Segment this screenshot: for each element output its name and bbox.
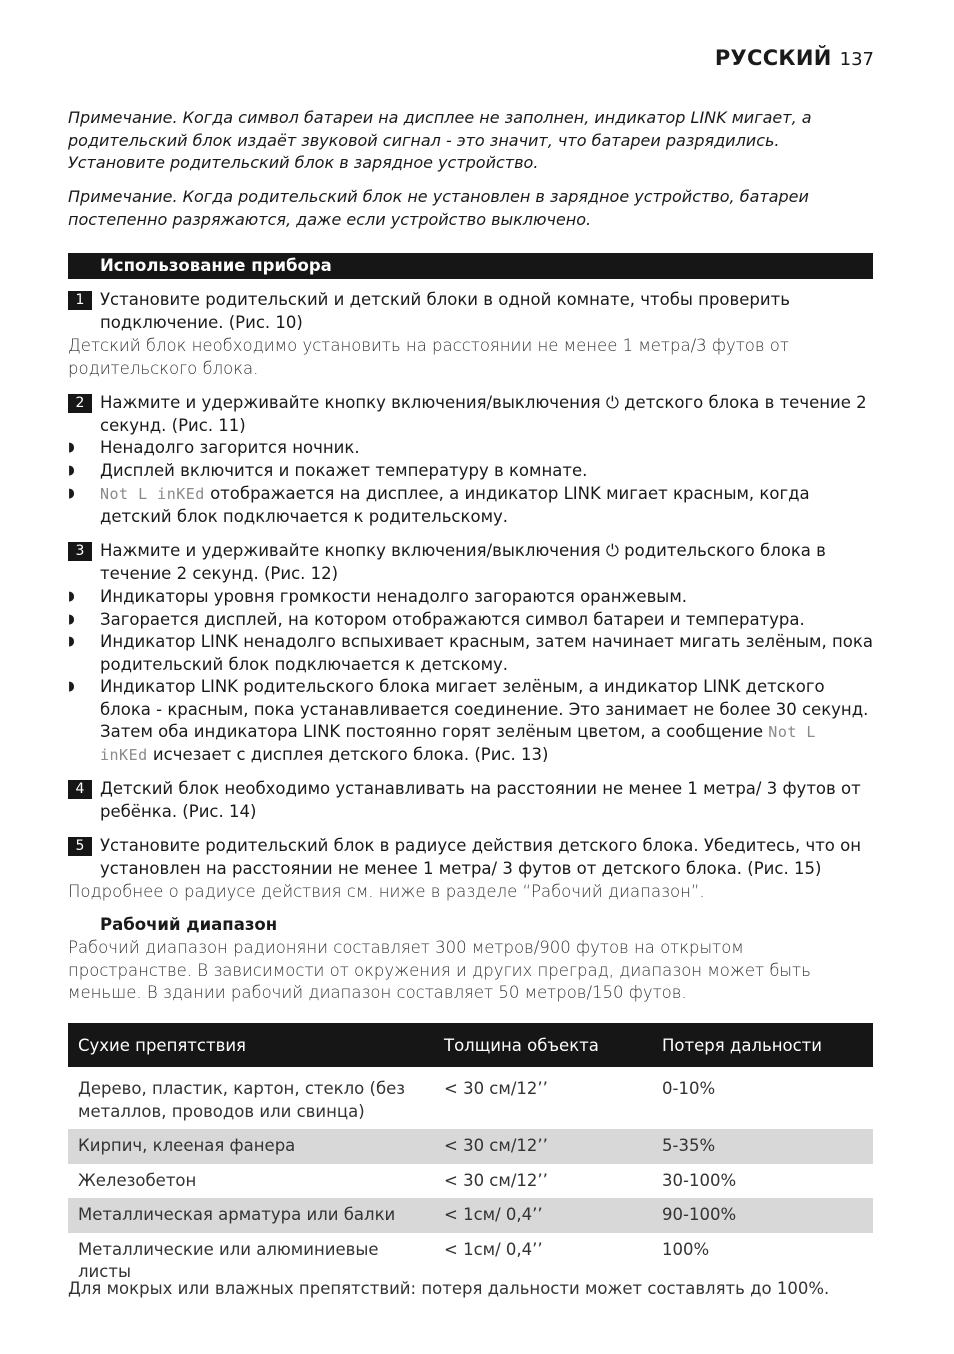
table-header: Потеря дальности <box>652 1023 873 1067</box>
table-row <box>68 1067 873 1129</box>
step-text: Нажмите и удерживайте кнопку включения/выключения ⏻ родительского блока в течение 2 секунд. (Рис. 12) <box>100 541 826 583</box>
table-cell: 5-35% <box>652 1129 873 1164</box>
step-4 <box>68 778 873 823</box>
wet-obstacles-note: Для мокрых или влажных препятствий: потеря дальности может составлять до 100%. <box>68 1279 830 1298</box>
table-cell: Железобетон <box>78 1170 197 1190</box>
bullet-icon: ◗ <box>68 589 75 604</box>
table-cell: Металлическая арматура или балки <box>68 1198 434 1233</box>
bullet <box>68 609 873 632</box>
bullet <box>68 483 873 528</box>
table-header: Сухие препятствия <box>68 1023 434 1067</box>
step-number: 1 <box>68 291 92 310</box>
obstacles-table <box>68 1023 873 1290</box>
bullet-icon: ◗ <box>68 612 75 627</box>
table-cell: < 30 см/12’’ <box>444 1079 548 1098</box>
bullet-text: Загорается дисплей, на котором отображаются символ батареи и температура. <box>100 610 805 629</box>
bullet-text: Индикатор LINK родительского блока мигает зелёным, а индикатор LINK детского блока - красным, пока устанавливается соединение. Это занимает не более 30 секунд. Затем оба индикатора LINK постоянно горят зелёным цветом, а сообщение Not L inKEd исчезает с дисплея детского блока. (Рис. 13) <box>100 677 869 764</box>
step-2 <box>68 392 873 437</box>
step-text: Нажмите и удерживайте кнопку включения/выключения ⏻ детского блока в течение 2 секунд. (Рис. 11) <box>100 393 867 435</box>
step-number: 4 <box>68 780 92 799</box>
lcd-message: Not L inKEd <box>100 723 816 764</box>
table-cell: < 30 см/12’’ <box>434 1129 652 1164</box>
bullet <box>68 631 873 676</box>
bullet-text: Индикатор LINK ненадолго вспыхивает красным, затем начинает мигать зелёным, пока родительский блок подключается к детскому. <box>100 632 873 674</box>
bullet-text: Ненадолго загорится ночник. <box>100 438 360 457</box>
step-5-detail: Подробнее о радиусе действия см. ниже в разделе “Рабочий диапазон”. <box>68 882 705 901</box>
language-label: РУССКИЙ <box>714 46 832 70</box>
step-1-detail: Детский блок необходимо установить на расстоянии не менее 1 метра/3 футов от родительского блока. <box>68 336 789 378</box>
bullet-icon: ◗ <box>68 440 75 455</box>
step-number: 5 <box>68 837 92 856</box>
table-cell: 30-100% <box>662 1170 737 1190</box>
step-5 <box>68 835 873 880</box>
bullet <box>68 437 873 460</box>
step-number: 3 <box>68 542 92 561</box>
table-cell: < 1см/ 0,4’’ <box>434 1198 652 1233</box>
bullet-text: Not L inKEd отображается на дисплее, а индикатор LINK мигает красным, когда детский блок подключается к родительскому. <box>100 484 810 526</box>
table-cell: Металлические или алюминиевые листы <box>78 1239 379 1281</box>
step-text: Установите родительский блок в радиусе действия детского блока. Убедитесь, что он установлен на расстоянии не менее 1 метра/ 3 футов от детского блока. (Рис. 15) <box>100 836 862 878</box>
table-header: Толщина объекта <box>434 1023 652 1067</box>
bullet <box>68 676 873 766</box>
bullet-icon: ◗ <box>68 463 75 478</box>
bullet-icon: ◗ <box>68 634 75 649</box>
table-cell: < 1см/ 0,4’’ <box>444 1239 543 1259</box>
step-3 <box>68 540 873 585</box>
range-text: Рабочий диапазон радионяни составляет 300 метров/900 футов на открытом пространстве. В зависимости от окружения и других преград, диапазон может быть меньше. В здании рабочий диапазон составляет 50 метров/150 футов. <box>68 938 811 1002</box>
lcd-message: Not L inKEd <box>100 485 205 503</box>
table-cell: 0-10% <box>662 1079 716 1098</box>
page-header <box>715 46 874 70</box>
bullet-icon: ◗ <box>68 679 75 694</box>
step-number: 2 <box>68 394 92 413</box>
table-cell: Дерево, пластик, картон, стекло (без металлов, проводов или свинца) <box>78 1079 406 1121</box>
table-cell: Кирпич, клееная фанера <box>68 1129 434 1164</box>
bullet <box>68 460 873 483</box>
table-header-row <box>68 1023 873 1067</box>
table-row <box>68 1198 873 1233</box>
section-title: Использование прибора <box>68 253 873 279</box>
page-number: 137 <box>839 49 874 70</box>
table-cell: < 30 см/12’’ <box>444 1170 548 1190</box>
bullet-text: Индикаторы уровня громкости ненадолго загораются оранжевым. <box>100 587 688 606</box>
table-cell: 90-100% <box>652 1198 873 1233</box>
range-title: Рабочий диапазон <box>100 915 278 934</box>
note-discharge: Примечание. Когда родительский блок не установлен в зарядное устройство, батареи постепенно разряжаются, даже если устройство выключено. <box>68 187 809 229</box>
note-battery: Примечание. Когда символ батареи на дисплее не заполнен, индикатор LINK мигает, а родительский блок издаёт звуковой сигнал - это значит, что батареи разрядились. Установите родительский блок в зарядное устройство. <box>68 108 812 172</box>
step-text: Детский блок необходимо устанавливать на расстоянии не менее 1 метра/ 3 футов от ребёнка. (Рис. 14) <box>100 779 861 821</box>
step-text: Установите родительский и детский блоки в одной комнате, чтобы проверить подключение. (Рис. 10) <box>100 290 790 332</box>
bullet <box>68 586 873 609</box>
bullet-icon: ◗ <box>68 486 75 501</box>
bullet-text: Дисплей включится и покажет температуру в комнате. <box>100 461 588 480</box>
table-row <box>68 1129 873 1164</box>
step-1 <box>68 289 873 334</box>
table-cell: 100% <box>662 1239 710 1259</box>
table-row <box>68 1164 873 1199</box>
